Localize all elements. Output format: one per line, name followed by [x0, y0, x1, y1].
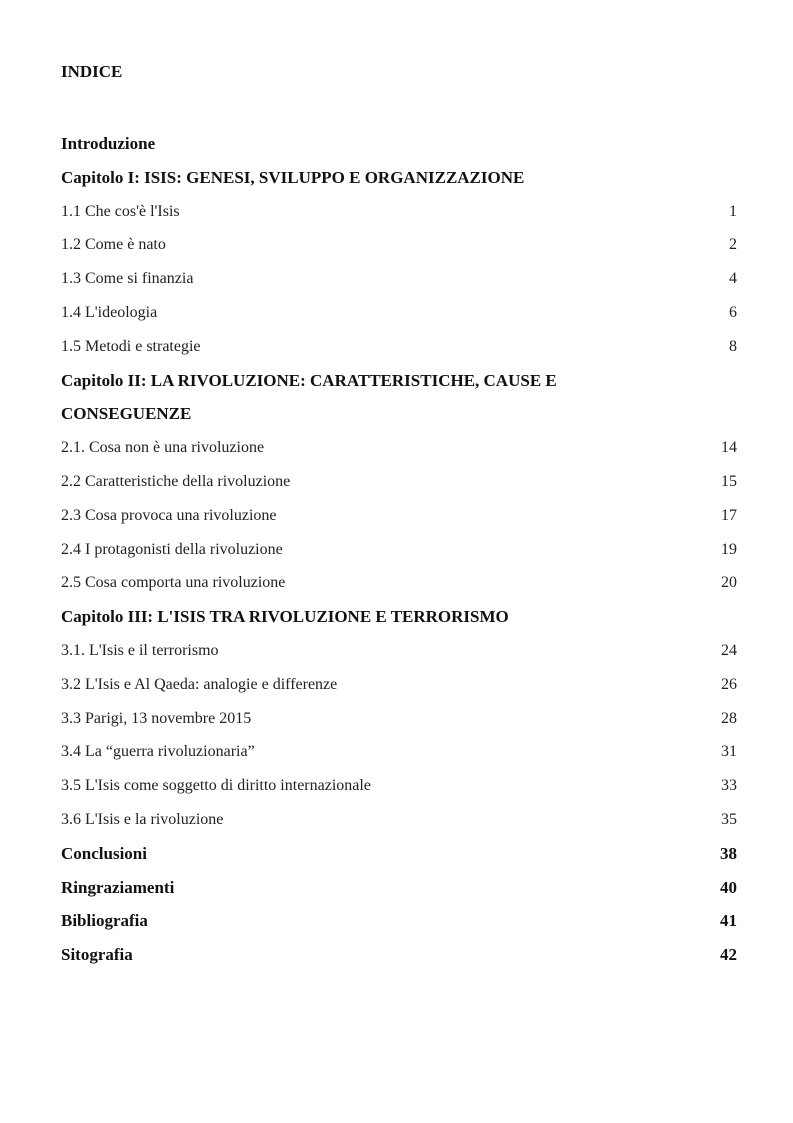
toc-page-number: 42: [720, 945, 737, 965]
toc-entry-row: [61, 330, 737, 364]
toc-heading-row: [61, 127, 737, 161]
toc-label: Conclusioni: [61, 843, 147, 863]
toc-entry-row: [61, 262, 737, 296]
toc-label: 1.3 Come si finanzia: [61, 270, 194, 288]
toc-label: 2.5 Cosa comporta una rivoluzione: [61, 574, 286, 592]
toc-label: Capitolo II: LA RIVOLUZIONE: CARATTERISTICHE, CAUSE E: [61, 370, 557, 390]
index-title: INDICE: [61, 62, 123, 81]
toc-label: Sitografia: [61, 945, 133, 965]
toc-label: CONSEGUENZE: [61, 404, 192, 424]
toc-label: 3.4 La “guerra rivoluzionaria”: [61, 743, 255, 761]
toc-page-number: 8: [729, 337, 737, 355]
toc-label: 2.2 Caratteristiche della rivoluzione: [61, 472, 291, 490]
toc-entry-row: [61, 769, 737, 803]
toc-page-number: 38: [720, 843, 737, 863]
toc-label: 1.5 Metodi e strategie: [61, 337, 201, 355]
toc-entry-row: [61, 803, 737, 837]
toc-entry-row: [61, 296, 737, 330]
toc-label: 3.6 L'Isis e la rivoluzione: [61, 810, 224, 828]
toc-entry-row: [61, 431, 737, 465]
toc-heading-row: [61, 904, 737, 938]
toc-page-number: 40: [720, 877, 737, 897]
toc-heading-row: [61, 397, 737, 431]
toc-entry-row: [61, 735, 737, 769]
toc-entry-row: [61, 195, 737, 229]
toc-page-number: 41: [720, 911, 737, 931]
toc-heading-row: [61, 364, 737, 398]
toc-entry-row: [61, 566, 737, 600]
toc-entry-row: [61, 533, 737, 567]
toc-page-number: 26: [721, 675, 737, 693]
toc-label: 2.4 I protagonisti della rivoluzione: [61, 540, 283, 558]
toc-page-number: 24: [721, 641, 737, 659]
toc-page-number: 15: [721, 472, 737, 490]
toc-label: 1.1 Che cos'è l'Isis: [61, 202, 180, 220]
toc-label: 3.3 Parigi, 13 novembre 2015: [61, 709, 252, 727]
toc-page-number: 14: [721, 439, 737, 457]
toc-page-number: 6: [729, 303, 737, 321]
toc-page-number: 19: [721, 540, 737, 558]
toc-page-number: 35: [721, 810, 737, 828]
table-of-contents: [61, 127, 737, 972]
toc-label: 1.4 L'ideologia: [61, 303, 158, 321]
toc-page-number: 4: [729, 270, 737, 288]
toc-label: 2.3 Cosa provoca una rivoluzione: [61, 506, 277, 524]
toc-label: 3.2 L'Isis e Al Qaeda: analogie e differenze: [61, 675, 338, 693]
toc-heading-row: [61, 871, 737, 905]
toc-label: 1.2 Come è nato: [61, 236, 166, 254]
toc-entry-row: [61, 634, 737, 668]
toc-page-number: 2: [729, 236, 737, 254]
toc-entry-row: [61, 228, 737, 262]
toc-label: 3.1. L'Isis e il terrorismo: [61, 641, 219, 659]
toc-page-number: 20: [721, 574, 737, 592]
toc-heading-row: [61, 938, 737, 972]
toc-page-number: 33: [721, 777, 737, 795]
toc-entry-row: [61, 702, 737, 736]
toc-page-number: 28: [721, 709, 737, 727]
toc-label: Capitolo I: ISIS: GENESI, SVILUPPO E ORGANIZZAZIONE: [61, 167, 525, 187]
toc-heading-row: [61, 161, 737, 195]
toc-label: Introduzione: [61, 134, 156, 153]
toc-label: Capitolo III: L'ISIS TRA RIVOLUZIONE E TERRORISMO: [61, 607, 509, 627]
toc-page-number: 31: [721, 743, 737, 761]
toc-entry-row: [61, 499, 737, 533]
toc-label: Ringraziamenti: [61, 877, 175, 897]
toc-label: Bibliografia: [61, 911, 148, 931]
toc-label: 2.1. Cosa non è una rivoluzione: [61, 439, 265, 457]
toc-page-number: 1: [729, 202, 737, 220]
toc-entry-row: [61, 465, 737, 499]
toc-label: 3.5 L'Isis come soggetto di diritto internazionale: [61, 777, 371, 795]
toc-heading-row: [61, 837, 737, 871]
toc-entry-row: [61, 668, 737, 702]
toc-heading-row: [61, 600, 737, 634]
toc-page-number: 17: [721, 506, 737, 524]
